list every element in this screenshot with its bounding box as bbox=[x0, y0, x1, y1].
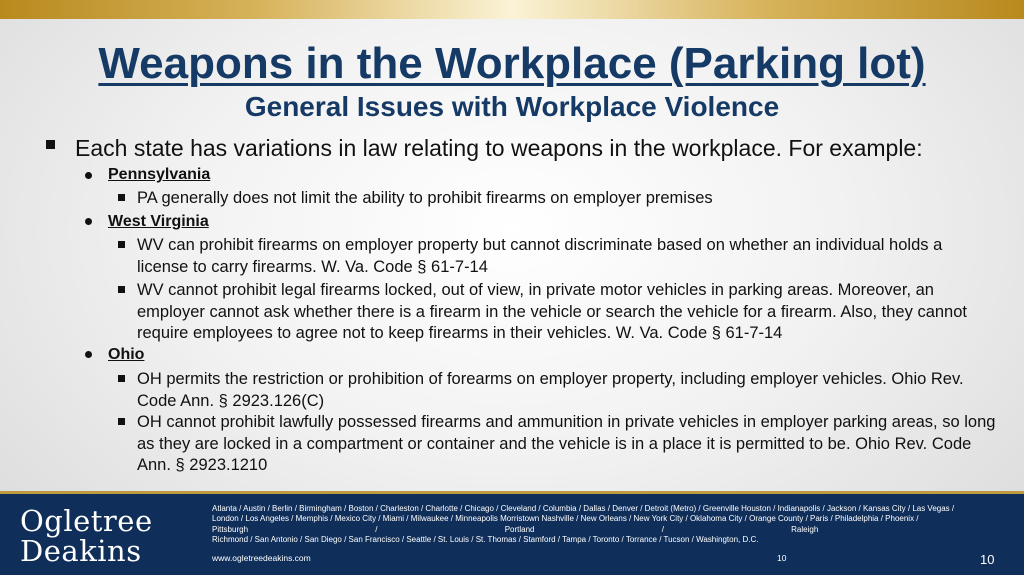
slide-title: Weapons in the Workplace (Parking lot) bbox=[98, 39, 926, 88]
cities-line-1: Atlanta / Austin / Berlin / Birmingham / Boston / Charleston / Charlotte / Chicago / Cleveland / Columbia / Dallas / Denver / Detroit (Metro) / Greenville Houston / Indianapolis / Jackson / Kansas City / Las Vegas / bbox=[212, 504, 955, 513]
pennsylvania-point-1: PA generally does not limit the ability to prohibit firearms on employer premises bbox=[137, 189, 713, 207]
logo-line-2: Deakins bbox=[20, 534, 142, 568]
square-bullet-icon bbox=[46, 140, 55, 149]
square-bullet-icon bbox=[118, 194, 125, 201]
slide-page-number: 10 bbox=[980, 552, 995, 567]
state-heading-ohio: Ohio bbox=[108, 346, 145, 363]
square-bullet-icon bbox=[118, 241, 125, 248]
state-heading-pennsylvania: Pennsylvania bbox=[108, 166, 211, 183]
west-virginia-point-1: WV can prohibit firearms on employer property but cannot discriminate based on whether an individual holds a license to carry firearms. W. Va. Code § 61-7-14 bbox=[137, 236, 943, 276]
ohio-point-1: OH permits the restriction or prohibition of forearms on employer property, including employer vehicles. Ohio Rev. Code Ann. § 2923.126(C) bbox=[137, 370, 964, 410]
round-bullet-icon bbox=[85, 218, 92, 225]
logo-line-1: Ogletree bbox=[20, 504, 153, 538]
round-bullet-icon bbox=[85, 351, 92, 358]
state-heading-west-virginia: West Virginia bbox=[108, 213, 209, 230]
office-cities-list bbox=[212, 504, 1014, 545]
square-bullet-icon bbox=[118, 375, 125, 382]
square-bullet-icon bbox=[118, 286, 125, 293]
cities-line-4: Richmond / San Antonio / San Diego / San Francisco / Seattle / St. Louis / St. Thomas / Stamford / Tampa / Toronto / Torrance / Tucson / Washington, D.C. bbox=[212, 534, 759, 544]
ohio-point-2: OH cannot prohibit lawfully possessed firearms and ammunition in private vehicles in employer parking areas, so long as they are locked in a compartment or container and the vehicle is in a place it is permitted to be. Ohio Rev. Code Ann. § 2923.1210 bbox=[137, 413, 996, 474]
footer-bar bbox=[0, 491, 1024, 575]
website-link[interactable]: www.ogletreedeakins.com bbox=[212, 553, 311, 563]
footer-page-number-small: 10 bbox=[777, 553, 787, 563]
ogletree-deakins-logo bbox=[20, 506, 153, 566]
cities-line-3: Pittsburgh / Portland / Raleigh bbox=[212, 524, 819, 534]
top-gold-bar bbox=[0, 0, 1024, 19]
cities-line-2: London / Los Angeles / Memphis / Mexico City / Miami / Milwaukee / Minneapolis Morristown Nashville / New Orleans / New York City / Oklahoma City / Orange County / Paris / Philadelphia / Phoenix / bbox=[212, 514, 919, 524]
west-virginia-point-2: WV cannot prohibit legal firearms locked, out of view, in private motor vehicles in parking areas. Moreover, an employer cannot ask whether there is a firearm in the vehicle or search the vehicle for a firearm. Also, they cannot require employees to agree not to keep firearms in their vehicles. W. Va. Code § 61-7-14 bbox=[137, 281, 967, 342]
round-bullet-icon bbox=[85, 172, 92, 179]
intro-text: Each state has variations in law relating to weapons in the workplace. For example: bbox=[75, 135, 923, 161]
slide-subtitle: General Issues with Workplace Violence bbox=[244, 91, 780, 122]
square-bullet-icon bbox=[118, 418, 125, 425]
